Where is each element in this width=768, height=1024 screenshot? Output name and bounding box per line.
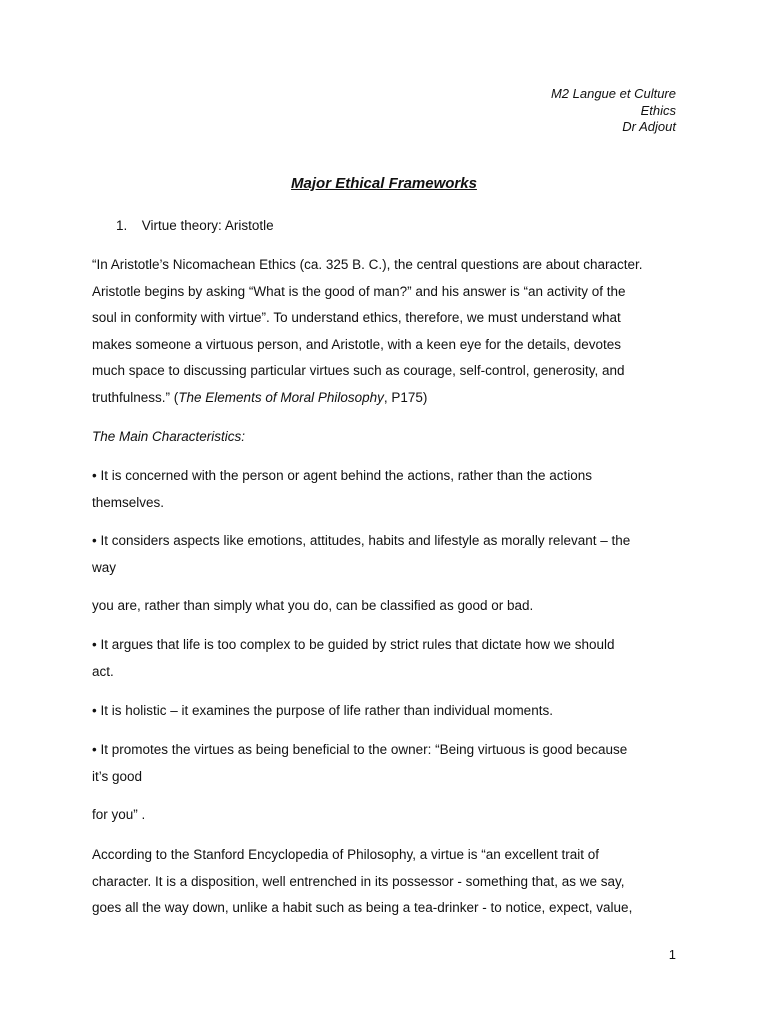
characteristics-heading: The Main Characteristics: bbox=[92, 429, 246, 444]
bullet-continuation bbox=[92, 802, 682, 829]
bullet-line: • It considers aspects like emotions, attitudes, habits and lifestyle as morally relevant – the bbox=[92, 533, 631, 548]
bullet-line: for you” . bbox=[92, 807, 146, 822]
bullet-item bbox=[92, 463, 682, 516]
bullet-item bbox=[92, 737, 682, 790]
paragraph-line: character. It is a disposition, well entrenched in its possessor - something that, as we say, bbox=[92, 873, 625, 889]
bullet-line: act. bbox=[92, 663, 114, 679]
bullet-line: themselves. bbox=[92, 494, 165, 510]
document-title: Major Ethical Frameworks bbox=[291, 175, 477, 192]
bullet-line: it’s good bbox=[92, 768, 143, 784]
quote-line: makes someone a virtuous person, and Aristotle, with a keen eye for the details, devotes bbox=[92, 336, 622, 352]
section-number: 1. bbox=[116, 218, 128, 233]
aristotle-quote bbox=[92, 252, 682, 412]
course-header bbox=[551, 86, 676, 136]
bullet-item bbox=[92, 632, 682, 685]
section-heading bbox=[116, 218, 274, 233]
quote-line: soul in conformity with virtue”. To understand ethics, therefore, we must understand what bbox=[92, 310, 621, 326]
bullet-line: way bbox=[92, 559, 117, 575]
page-number: 1 bbox=[668, 947, 676, 962]
paragraph-line: According to the Stanford Encyclopedia of Philosophy, a virtue is “an excellent trait of bbox=[92, 847, 600, 862]
quote-line: much space to discussing particular virtues such as courage, self-control, generosity, and bbox=[92, 363, 625, 379]
citation-suffix: , P175) bbox=[383, 389, 428, 405]
citation-source-title: The Elements of Moral Philosophy bbox=[178, 389, 384, 405]
instructor-name: Dr Adjout bbox=[622, 119, 676, 134]
bullet-line: you are, rather than simply what you do, can be classified as good or bad. bbox=[92, 598, 534, 613]
bullet-line: • It argues that life is too complex to be guided by strict rules that dictate how we should bbox=[92, 637, 615, 652]
bullet-item bbox=[92, 528, 682, 581]
bullet-continuation bbox=[92, 593, 682, 620]
quote-citation-line bbox=[92, 385, 682, 412]
quote-line: “In Aristotle’s Nicomachean Ethics (ca. 325 B. C.), the central questions are about character. bbox=[92, 257, 643, 272]
quote-line: Aristotle begins by asking “What is the good of man?” and his answer is “an activity of the bbox=[92, 283, 626, 299]
paragraph-line: goes all the way down, unlike a habit such as being a tea-drinker - to notice, expect, value, bbox=[92, 900, 633, 916]
bullet-line: • It is holistic – it examines the purpose of life rather than individual moments. bbox=[92, 703, 553, 718]
stanford-definition-paragraph bbox=[92, 842, 682, 922]
course-name: M2 Langue et Culture bbox=[550, 86, 676, 101]
bullet-line: • It is concerned with the person or agent behind the actions, rather than the actions bbox=[92, 468, 593, 483]
section-label: Virtue theory: Aristotle bbox=[141, 218, 274, 233]
bullet-item bbox=[92, 698, 682, 725]
citation-prefix: truthfulness.” ( bbox=[92, 389, 179, 405]
bullet-line: • It promotes the virtues as being beneficial to the owner: “Being virtuous is good because bbox=[92, 742, 628, 757]
course-subject: Ethics bbox=[640, 102, 676, 118]
